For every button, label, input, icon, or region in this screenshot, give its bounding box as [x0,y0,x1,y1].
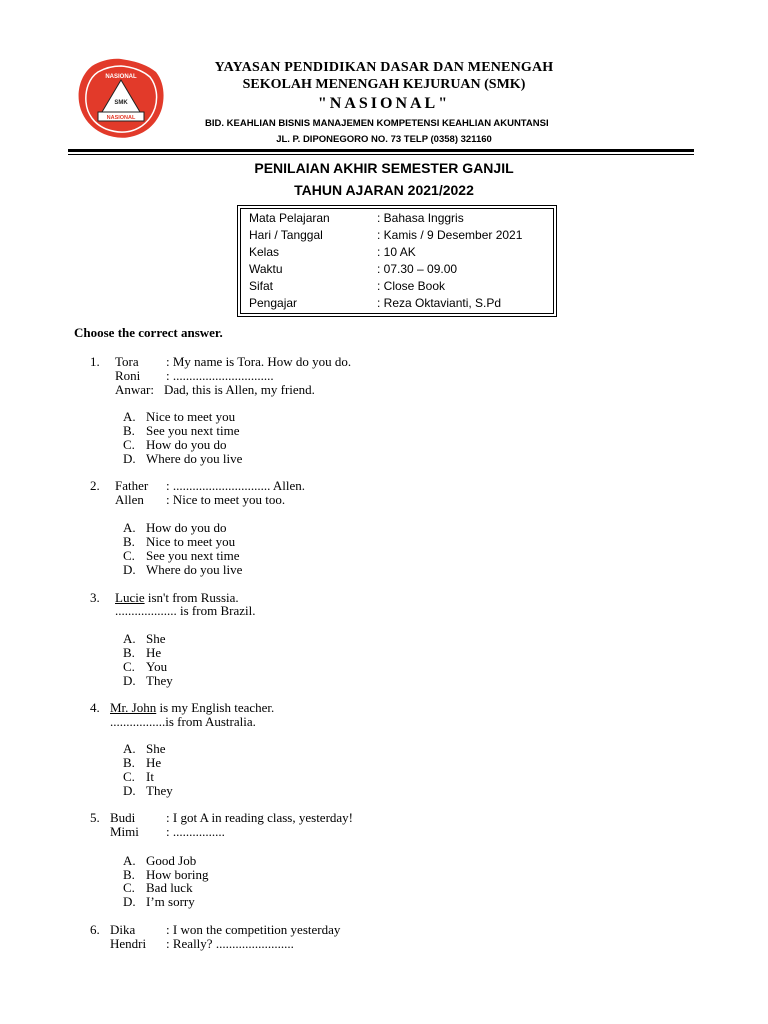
dialog-speaker: Roni [115,368,141,383]
svg-text:NASIONAL: NASIONAL [106,115,136,121]
dialog-speaker: Budi [110,810,136,825]
option-text: Bad luck [146,880,193,895]
question-number: 1. [90,354,100,369]
option-letter: C. [123,548,135,563]
dialog-speaker: Dika [110,922,136,937]
option-letter: C. [123,437,135,452]
option-letter: A. [123,853,136,868]
option-text: See you next time [146,548,240,563]
underlined-subject: Mr. John [110,700,157,715]
option-text: She [146,631,166,646]
dialog-line: : Really? ........................ [166,936,294,951]
option-text: Good Job [146,853,197,868]
info-label: Sifat [249,279,274,293]
info-value: : 07.30 – 09.00 [377,262,458,276]
school-name: "NASIONAL" [317,95,451,112]
stem-rest: is my English teacher. [156,700,275,715]
option-letter: C. [123,880,135,895]
option-text: She [146,741,166,756]
exam-title: PENILAIAN AKHIR SEMESTER GANJIL [254,160,514,176]
dialog-speaker: Hendri [110,936,147,951]
dialog-line: : .............................. Allen. [166,478,306,493]
exam-info-box [237,205,557,317]
question-blank-line: .................is from Australia. [110,714,256,729]
option-letter: A. [123,741,136,756]
underlined-subject: Lucie [115,590,145,605]
info-label: Pengajar [249,296,298,310]
dialog-speaker: Tora [115,354,139,369]
option-text: You [146,659,168,674]
header-rule-thick [68,149,694,152]
header-rule-thin [68,154,694,155]
option-letter: B. [123,867,135,882]
dialog-line: Dad, this is Allen, my friend. [164,382,315,397]
option-letter: D. [123,894,136,909]
question-number: 6. [90,922,100,937]
dialog-line: : I got A in reading class, yesterday! [166,810,354,825]
info-label: Waktu [249,262,283,276]
competency-line: BID. KEAHLIAN BISNIS MANAJEMEN KOMPETENSI KEAHLIAN AKUNTANSI [205,118,549,129]
option-text: They [146,783,173,798]
question-number: 4. [90,700,100,715]
info-value: : Close Book [377,279,446,293]
option-text: How boring [146,867,209,882]
info-value: : Reza Oktavianti, S.Pd [377,296,502,310]
option-text: It [146,769,154,784]
instruction-text: Choose the correct answer. [74,325,223,340]
option-letter: A. [123,409,136,424]
foundation-name: YAYASAN PENDIDIKAN DASAR DAN MENENGAH [214,60,554,75]
question-number: 2. [90,478,100,493]
option-letter: B. [123,423,135,438]
option-text: Nice to meet you [146,409,236,424]
option-letter: D. [123,673,136,688]
address-line: JL. P. DIPONEGORO NO. 73 TELP (0358) 321160 [276,134,492,145]
info-label: Mata Pelajaran [249,211,330,225]
school-logo [76,56,166,140]
dialog-line: : Nice to meet you too. [166,492,286,507]
option-text: How do you do [146,520,227,535]
option-text: He [146,755,162,770]
dialog-line: : My name is Tora. How do you do. [166,354,352,369]
option-text: They [146,673,173,688]
option-text: He [146,645,162,660]
option-letter: B. [123,645,135,660]
option-text: See you next time [146,423,240,438]
question-blank-line: ................... is from Brazil. [115,603,256,618]
stem-rest: isn't from Russia. [144,590,239,605]
svg-text:NASIONAL: NASIONAL [105,74,137,80]
option-text: Where do you live [146,562,243,577]
question-number: 3. [90,590,100,605]
option-text: Where do you live [146,451,243,466]
svg-text:SMK: SMK [114,100,128,106]
question-number: 5. [90,810,100,825]
option-letter: B. [123,534,135,549]
option-letter: A. [123,520,136,535]
option-letter: B. [123,755,135,770]
option-letter: D. [123,451,136,466]
dialog-speaker: Father [115,478,149,493]
info-value: : Bahasa Inggris [377,211,464,225]
dialog-speaker: Mimi [110,824,139,839]
dialog-line: : ............................... [166,368,274,383]
info-value: : 10 AK [377,245,416,259]
info-value: : Kamis / 9 Desember 2021 [377,228,523,242]
option-letter: D. [123,783,136,798]
info-label: Hari / Tanggal [249,228,323,242]
option-text: I’m sorry [146,894,195,909]
dialog-line: : I won the competition yesterday [166,922,341,937]
option-letter: D. [123,562,136,577]
option-letter: A. [123,631,136,646]
option-text: How do you do [146,437,227,452]
dialog-speaker: Allen [115,492,144,507]
info-label: Kelas [249,245,280,259]
dialog-line: : ................ [166,824,225,839]
dialog-speaker: Anwar: [115,382,154,397]
option-letter: C. [123,659,135,674]
school-type: SEKOLAH MENENGAH KEJURUAN (SMK) [242,77,526,92]
option-letter: C. [123,769,135,784]
academic-year: TAHUN AJARAN 2021/2022 [294,182,474,198]
option-text: Nice to meet you [146,534,236,549]
